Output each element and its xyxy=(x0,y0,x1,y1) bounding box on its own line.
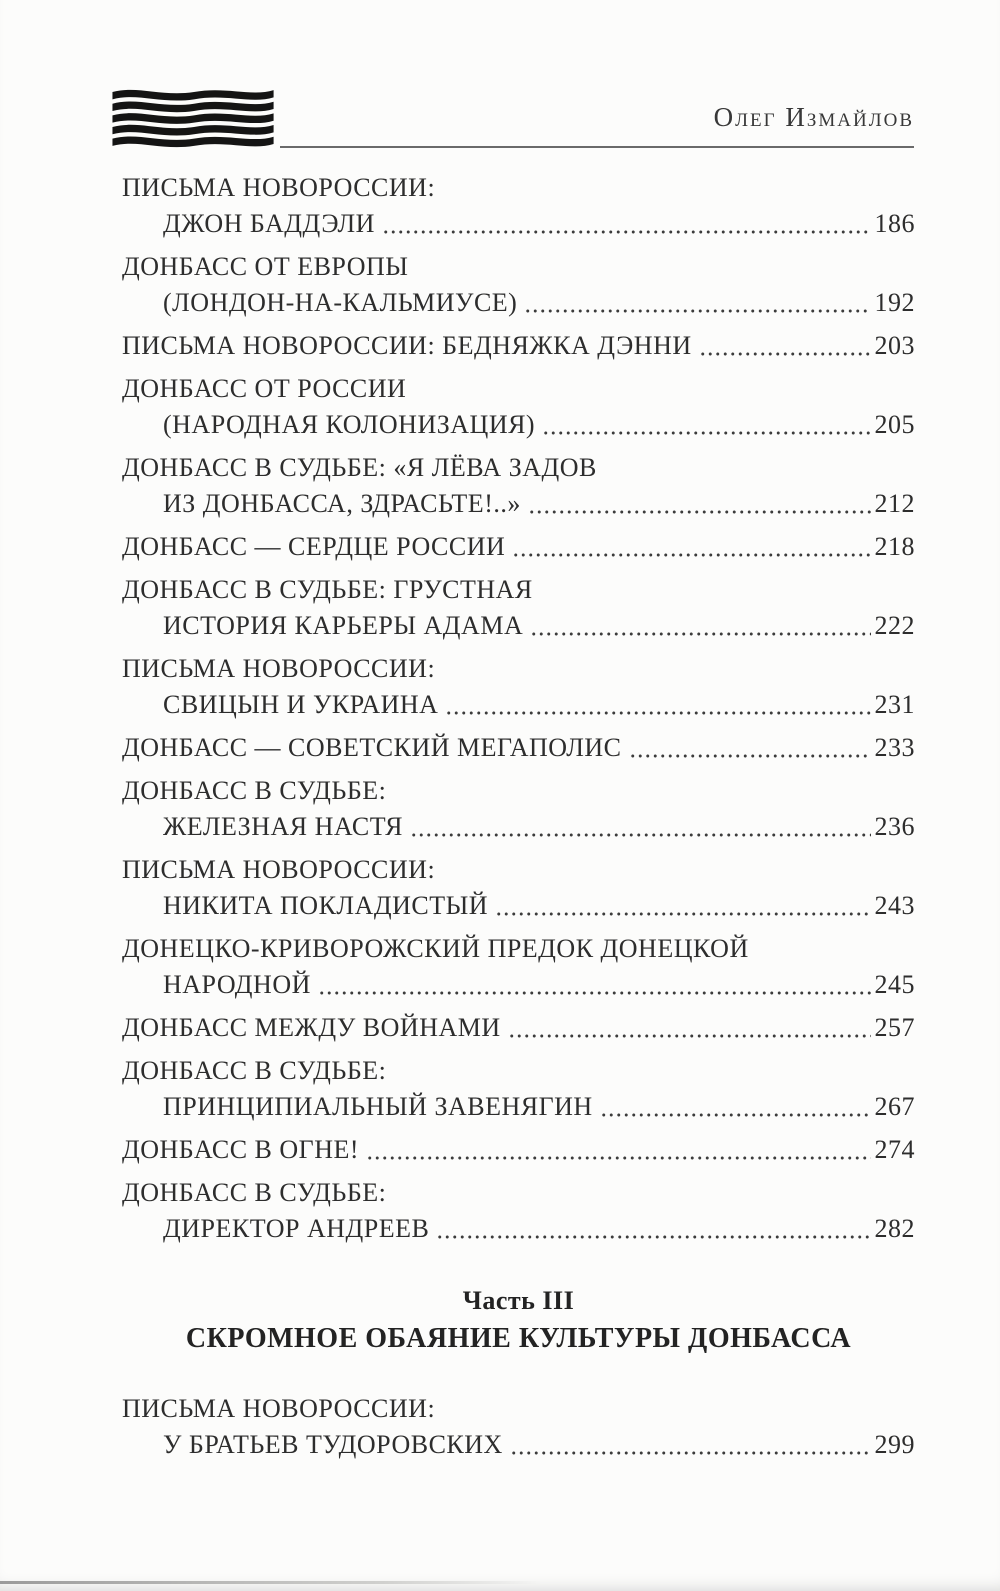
page-number: 186 xyxy=(874,209,915,238)
toc-title-text: ПИСЬМА НОВОРОССИИ: xyxy=(122,654,436,683)
dotted-leader xyxy=(699,328,871,364)
toc-line xyxy=(163,687,915,723)
toc-line xyxy=(163,407,915,443)
toc-title-text: ДОНБАСС В СУДЬБЕ: xyxy=(122,1056,387,1085)
page-number: 257 xyxy=(874,1013,915,1042)
dotted-leader xyxy=(508,1010,871,1046)
toc-entry xyxy=(122,1132,915,1168)
toc-entry xyxy=(122,450,915,522)
toc-title-text: ДОНБАСС — СЕРДЦЕ РОССИИ xyxy=(122,532,506,561)
toc-entry xyxy=(122,730,915,766)
toc-entry xyxy=(122,371,915,443)
toc-line xyxy=(122,651,915,687)
toc-line xyxy=(122,371,915,407)
toc-title-text: ПИСЬМА НОВОРОССИИ: БЕДНЯЖКА ДЭННИ xyxy=(122,331,692,360)
dotted-leader xyxy=(410,809,871,845)
part-label: Часть III xyxy=(462,1286,575,1315)
dotted-leader xyxy=(512,529,870,565)
toc-entry xyxy=(122,1010,915,1046)
toc-title-text: ДОНБАСС В ОГНЕ! xyxy=(122,1135,360,1164)
toc-line xyxy=(163,1211,915,1247)
toc-entry xyxy=(122,773,915,845)
page-number: 205 xyxy=(874,410,915,439)
page-number: 245 xyxy=(874,970,915,999)
toc-line xyxy=(122,328,915,364)
page-number: 203 xyxy=(874,331,915,360)
toc-line xyxy=(122,572,915,608)
toc-line xyxy=(122,852,915,888)
toc-line xyxy=(122,450,915,486)
toc-entry xyxy=(122,931,915,1003)
dotted-leader xyxy=(542,407,870,443)
toc-entry xyxy=(122,1053,915,1125)
page-number: 299 xyxy=(874,1430,915,1459)
toc-list-part3 xyxy=(122,1391,915,1463)
toc-entry xyxy=(122,249,915,321)
toc-title-text: (НАРОДНАЯ КОЛОНИЗАЦИЯ) xyxy=(163,410,536,439)
dotted-leader xyxy=(366,1132,870,1168)
dotted-leader xyxy=(495,888,870,924)
dotted-leader xyxy=(629,730,871,766)
toc-line xyxy=(122,730,915,766)
toc-entry xyxy=(122,852,915,924)
dotted-leader xyxy=(524,285,870,321)
page-header xyxy=(108,80,914,148)
toc-title-text: ДОНБАСС В СУДЬБЕ: ГРУСТНАЯ xyxy=(122,575,533,604)
toc-title-text: ДОНБАСС ОТ РОССИИ xyxy=(122,374,407,403)
toc-entry xyxy=(122,572,915,644)
page-number: 218 xyxy=(874,532,915,561)
part-title: СКРОМНОЕ ОБАЯНИЕ КУЛЬТУРЫ ДОНБАССА xyxy=(185,1323,852,1354)
toc-line xyxy=(122,1132,915,1168)
toc-line xyxy=(122,1010,915,1046)
wavy-striped-flag-icon xyxy=(108,84,280,150)
page-number: 233 xyxy=(874,733,915,762)
toc-title-text: ЖЕЛЕЗНАЯ НАСТЯ xyxy=(163,812,403,841)
toc-title-text: ДОНБАСС ОТ ЕВРОПЫ xyxy=(122,252,409,281)
toc-title-text: У БРАТЬЕВ ТУДОРОВСКИХ xyxy=(163,1430,503,1459)
toc-line xyxy=(163,486,915,522)
toc-line xyxy=(122,1175,915,1211)
toc-entry xyxy=(122,1175,915,1247)
page-number: 231 xyxy=(874,690,915,719)
toc-line xyxy=(163,809,915,845)
toc-title-text: ИЗ ДОНБАССА, ЗДРАСЬТЕ!..» xyxy=(163,489,521,518)
toc-title-text: ДИРЕКТОР АНДРЕЕВ xyxy=(163,1214,430,1243)
toc-entry xyxy=(122,529,915,565)
page-edge-shadow xyxy=(0,1581,540,1584)
header-rule xyxy=(280,102,914,148)
toc-line xyxy=(122,1391,915,1427)
author-name: Олег Измайлов xyxy=(713,102,914,132)
page-number: 282 xyxy=(874,1214,915,1243)
dotted-leader xyxy=(530,608,870,644)
toc-title-text: СВИЦЫН И УКРАИНА xyxy=(163,690,439,719)
toc-title-text: ДЖОН БАДДЭЛИ xyxy=(163,209,375,238)
toc-line xyxy=(122,170,915,206)
part-heading xyxy=(122,1283,915,1359)
dotted-leader xyxy=(600,1089,871,1125)
toc-line xyxy=(163,1427,915,1463)
dotted-leader xyxy=(318,967,871,1003)
dotted-leader xyxy=(382,206,871,242)
page-number: 236 xyxy=(874,812,915,841)
page-number: 243 xyxy=(874,891,915,920)
toc-title-text: НАРОДНОЙ xyxy=(163,970,311,999)
table-of-contents xyxy=(122,170,915,1470)
toc-line xyxy=(163,608,915,644)
page-number: 212 xyxy=(874,489,915,518)
toc-title-text: ДОНБАСС — СОВЕТСКИЙ МЕГАПОЛИС xyxy=(122,733,622,762)
dotted-leader xyxy=(510,1427,871,1463)
toc-entry xyxy=(122,328,915,364)
toc-line xyxy=(163,285,915,321)
toc-line xyxy=(122,529,915,565)
toc-title-text: ДОНБАСС МЕЖДУ ВОЙНАМИ xyxy=(122,1013,501,1042)
toc-title-text: ДОНБАСС В СУДЬБЕ: xyxy=(122,1178,387,1207)
toc-line xyxy=(122,249,915,285)
page-number: 267 xyxy=(874,1092,915,1121)
toc-title-text: ПИСЬМА НОВОРОССИИ: xyxy=(122,855,436,884)
toc-title-text: ПИСЬМА НОВОРОССИИ: xyxy=(122,1394,436,1423)
toc-line xyxy=(163,206,915,242)
toc-line xyxy=(163,888,915,924)
page-number: 274 xyxy=(874,1135,915,1164)
toc-line xyxy=(163,967,915,1003)
toc-title-text: ДОНБАСС В СУДЬБЕ: «Я ЛЁВА ЗАДОВ xyxy=(122,453,597,482)
toc-line xyxy=(163,1089,915,1125)
toc-title-text: НИКИТА ПОКЛАДИСТЫЙ xyxy=(163,891,489,920)
dotted-leader xyxy=(528,486,871,522)
page-number: 192 xyxy=(874,288,915,317)
page-number: 222 xyxy=(874,611,915,640)
toc-entry xyxy=(122,651,915,723)
dotted-leader xyxy=(436,1211,870,1247)
toc-title-text: ПИСЬМА НОВОРОССИИ: xyxy=(122,173,436,202)
toc-title-text: ПРИНЦИПИАЛЬНЫЙ ЗАВЕНЯГИН xyxy=(163,1092,593,1121)
toc-title-text: ДОНБАСС В СУДЬБЕ: xyxy=(122,776,387,805)
toc-line xyxy=(122,773,915,809)
toc-line xyxy=(122,1053,915,1089)
toc-title-text: (ЛОНДОН-НА-КАЛЬМИУСЕ) xyxy=(163,288,518,317)
toc-line xyxy=(122,931,915,967)
toc-entry xyxy=(122,170,915,242)
dotted-leader xyxy=(445,687,870,723)
toc-list-part2 xyxy=(122,170,915,1247)
toc-entry xyxy=(122,1391,915,1463)
toc-title-text: ДОНЕЦКО-КРИВОРОЖСКИЙ ПРЕДОК ДОНЕЦКОЙ xyxy=(122,934,749,963)
toc-title-text: ИСТОРИЯ КАРЬЕРЫ АДАМА xyxy=(163,611,524,640)
